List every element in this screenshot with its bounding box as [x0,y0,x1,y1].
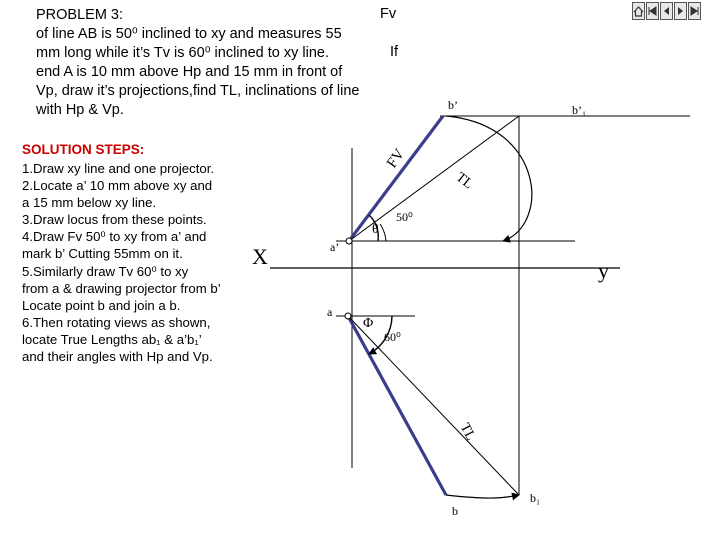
true-length-top [348,316,519,495]
label-b1-prime: b’₁ [572,103,587,117]
label-phi: Φ [363,316,374,331]
label-angle-50: 50⁰ [396,210,413,224]
problem-line: with Hp & Vp. [36,102,124,118]
problem-if-word: If [390,44,399,60]
label-y: y [598,258,609,283]
label-theta: θ [372,222,379,237]
step-line: locate True Lengths ab₁ & a’b₁’ [22,331,202,347]
step-line: 5.Similarly draw Tv 60⁰ to xy [22,263,189,279]
solution-title: SOLUTION STEPS: [22,142,145,157]
problem-line: mm long while it’s Tv is 60⁰ inclined to xy line. [36,45,329,61]
problem-fv-word: Fv [380,6,397,22]
step-line: 6.Then rotating views as shown, [22,314,211,330]
step-line: 4.Draw Fv 50⁰ to xy from a’ and [22,229,207,245]
step-line: a 15 mm below xy line. [22,195,157,211]
step-line: 3.Draw locus from these points. [22,212,207,228]
label-b-prime: b’ [448,98,458,112]
step-line: from a & drawing projector from b’ [22,280,221,296]
label-a-prime: a’ [330,240,340,254]
label-fv: FV [384,146,409,172]
step-line: 2.Locate a’ 10 mm above xy and [22,178,213,194]
step-line: and their angles with Hp and Vp. [22,349,213,365]
step-line: 1.Draw xy line and one projector. [22,161,215,176]
label-b1: b₁ [530,491,541,505]
angle-arc-theta [380,224,386,241]
label-tl-top: TL [452,170,476,193]
label-a: a [327,305,333,319]
problem-line: Vp, draw it’s projections,find TL, inclinations of line [36,83,360,99]
label-angle-60: 60⁰ [384,330,401,344]
rotation-arc-bottom [446,495,519,498]
step-line: Locate point b and join a b. [22,297,181,313]
label-x: X [252,244,268,269]
point-a [345,313,351,319]
label-b: b [452,504,458,518]
problem-line: PROBLEM 3: [36,7,124,23]
problem-line: end A is 10 mm above Hp and 15 mm in front of [36,64,343,80]
label-tl-bottom: TL [456,421,479,444]
step-line: mark b’ Cutting 55mm on it. [22,246,183,262]
problem-line: of line AB is 50⁰ inclined to xy and measures 55 [36,26,342,42]
point-a-prime [346,238,352,244]
